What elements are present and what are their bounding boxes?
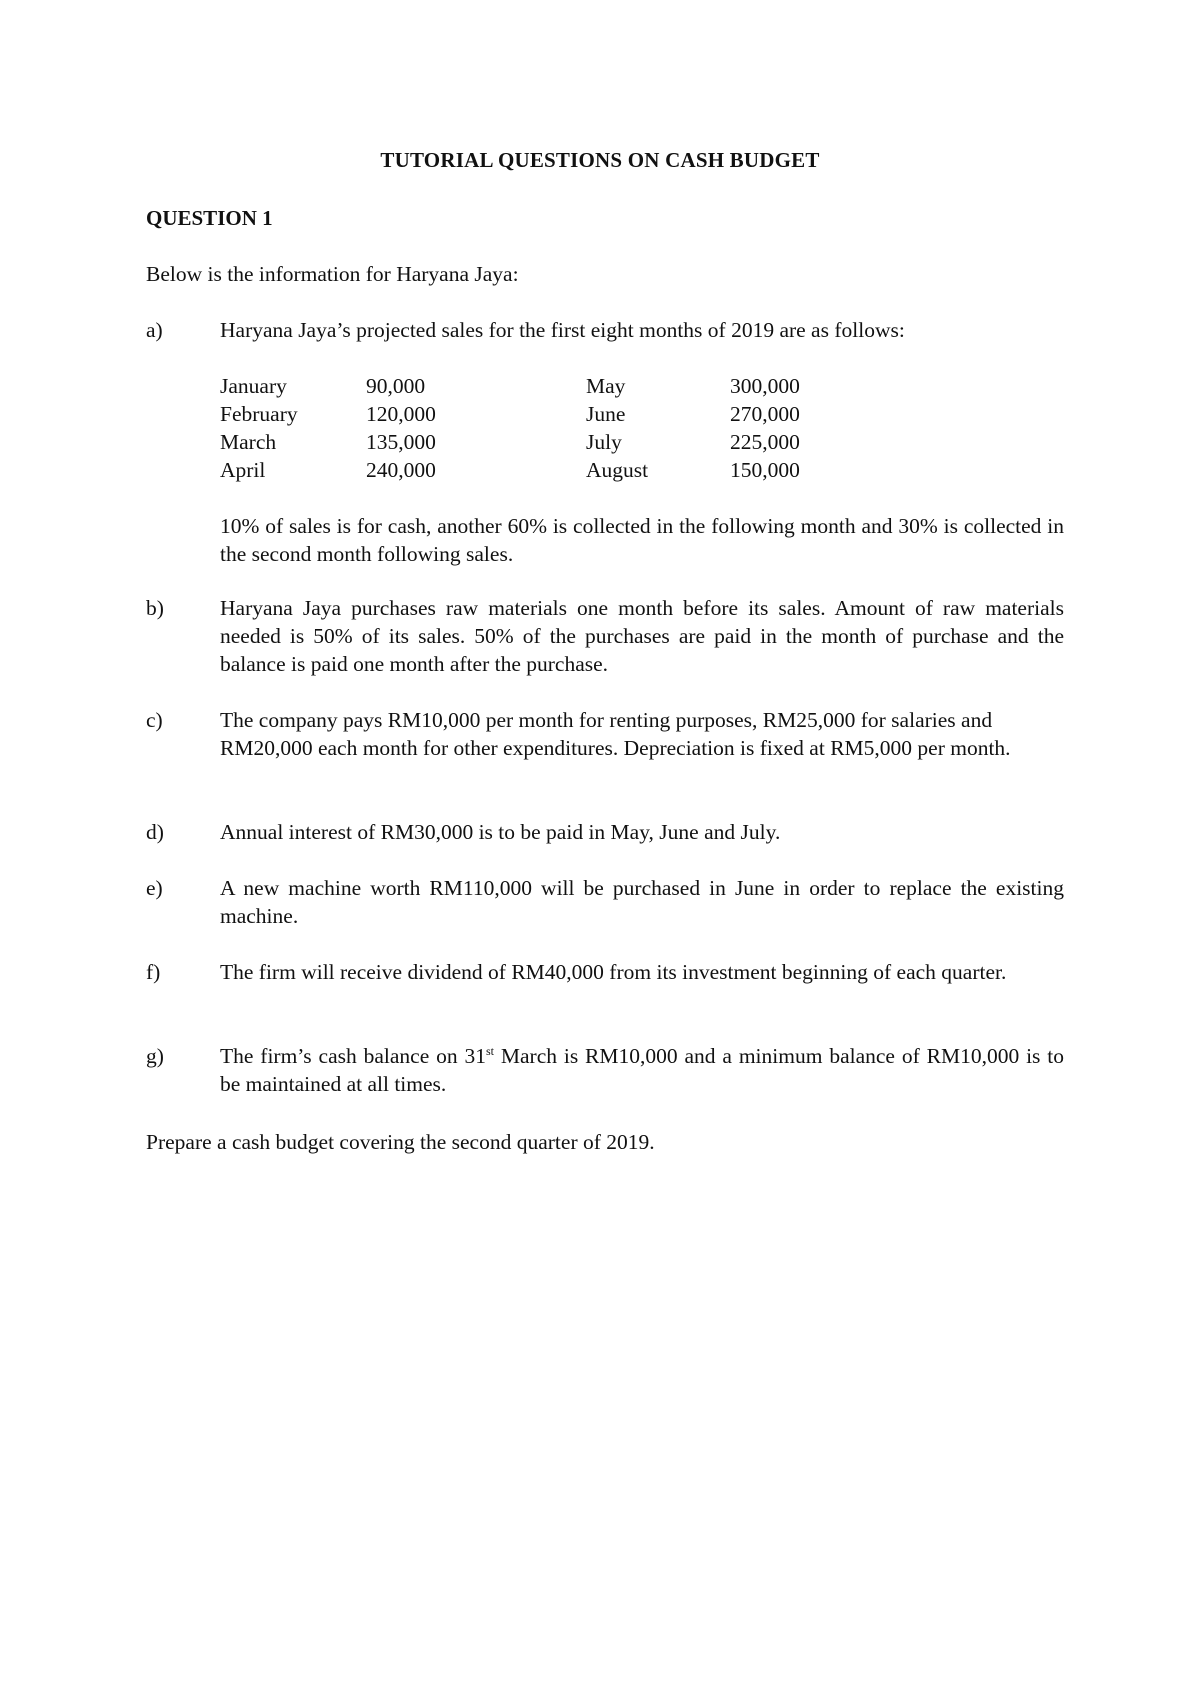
item-text-part: The firm’s cash balance on 31	[220, 1044, 486, 1068]
question-heading: QUESTION 1	[146, 206, 273, 230]
item-marker: g)	[146, 1044, 164, 1068]
ordinal-suffix: st	[485, 1043, 494, 1058]
item-text: The company pays RM10,000 per month for renting purposes, RM25,000 for salaries and RM20,000 each month for other expenditures. Depreciation is fixed at RM5,000 per month.	[220, 708, 1011, 760]
item-text	[220, 1042, 1064, 1098]
document-title: TUTORIAL QUESTIONS ON CASH BUDGET	[380, 148, 820, 172]
sales-amount: 120,000	[366, 402, 436, 426]
sales-month: January	[220, 374, 287, 398]
sales-amount: 300,000	[730, 374, 800, 398]
intro-text: Below is the information for Haryana Jaya:	[146, 262, 519, 286]
sales-month: March	[220, 430, 277, 454]
item-text: Haryana Jaya purchases raw materials one month before its sales. Amount of raw materials needed is 50% of its sales. 50% of the purchases are paid in the month of purchase and the balance is paid one month after the purchase.	[220, 596, 1064, 676]
item-marker: f)	[146, 960, 161, 984]
item-text: Haryana Jaya’s projected sales for the first eight months of 2019 are as follows:	[220, 318, 905, 342]
item-marker: e)	[146, 876, 163, 900]
closing-instruction: Prepare a cash budget covering the second quarter of 2019.	[146, 1130, 655, 1154]
item-marker: c)	[146, 708, 163, 732]
sales-month: April	[220, 458, 266, 482]
sales-amount: 225,000	[730, 430, 800, 454]
sales-amount: 270,000	[730, 402, 800, 426]
item-text-part: March is RM10,000 and a minimum balance of RM10,000 is to be maintained at all times.	[220, 1044, 1064, 1096]
sales-table	[220, 372, 840, 484]
sales-amount: 135,000	[366, 430, 436, 454]
sales-month: June	[586, 402, 626, 426]
item-marker: b)	[146, 596, 164, 620]
item-marker: a)	[146, 318, 163, 342]
item-text: Annual interest of RM30,000 is to be paid in May, June and July.	[220, 820, 781, 844]
sales-month: August	[586, 458, 649, 482]
sales-month: May	[586, 374, 626, 398]
sales-note: 10% of sales is for cash, another 60% is collected in the following month and 30% is collected in the second month following sales.	[220, 514, 1064, 566]
sales-amount: 90,000	[366, 374, 426, 398]
item-marker: d)	[146, 820, 164, 844]
sales-month: July	[586, 430, 622, 454]
sales-amount: 150,000	[730, 458, 800, 482]
item-text: The firm will receive dividend of RM40,000 from its investment beginning of each quarter.	[220, 960, 1007, 984]
sales-month: February	[220, 402, 298, 426]
sales-amount: 240,000	[366, 458, 436, 482]
item-text: A new machine worth RM110,000 will be purchased in June in order to replace the existing machine.	[220, 876, 1064, 928]
